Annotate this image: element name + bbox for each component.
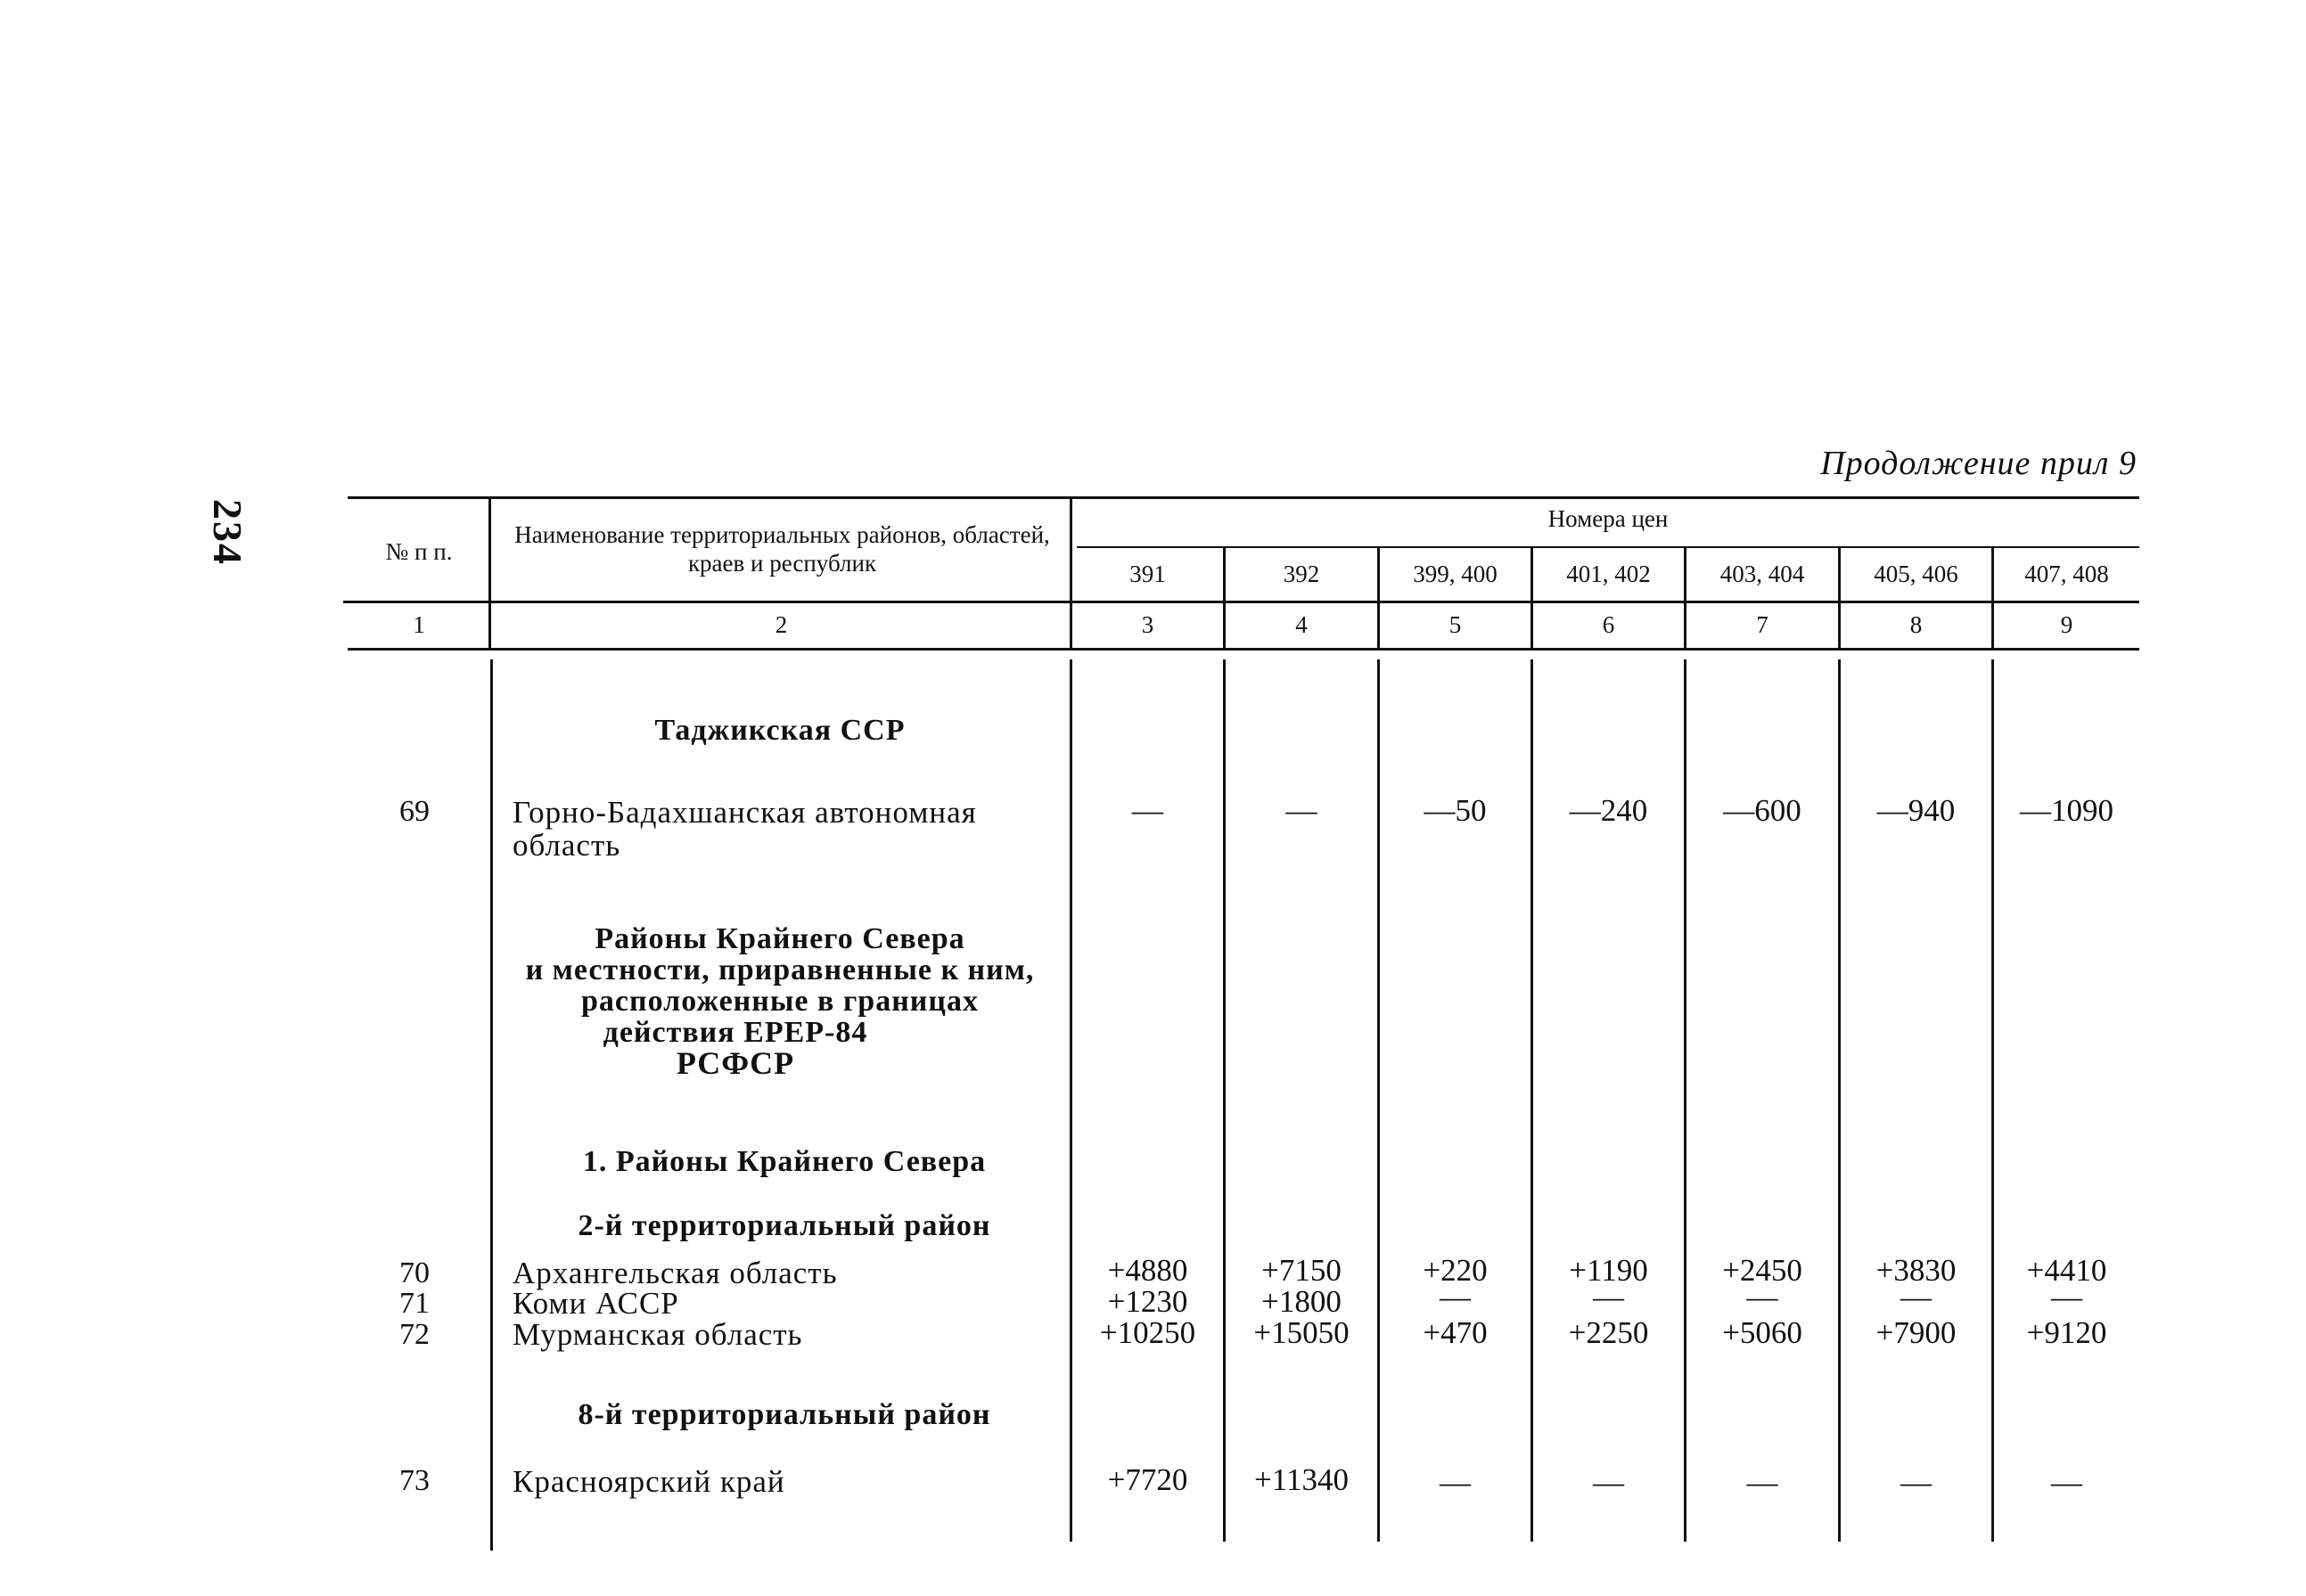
price-col-401-402: 401, 402 bbox=[1566, 561, 1651, 587]
body-divider-7 bbox=[1838, 659, 1841, 1542]
row-70-value-col4: +7150 bbox=[1261, 1253, 1342, 1288]
row-70-value-col8: +3830 bbox=[1875, 1253, 1957, 1288]
row-71-value-col9: — bbox=[2051, 1280, 2082, 1314]
row-72-value-col7: +5060 bbox=[1722, 1315, 1802, 1350]
column-number-2: 2 bbox=[775, 611, 788, 638]
row-70-value-col7: +2450 bbox=[1722, 1253, 1802, 1288]
row-73-value-col8: — bbox=[1900, 1465, 1932, 1500]
row-72-value-col6: +2250 bbox=[1568, 1315, 1649, 1350]
row-69-value-col4: — bbox=[1285, 793, 1317, 828]
row-73-value-col6: — bbox=[1593, 1465, 1624, 1500]
column-number-8: 8 bbox=[1909, 611, 1923, 638]
row-71-value-col7: — bbox=[1746, 1280, 1778, 1314]
row-69-value-col9: —1090 bbox=[2020, 793, 2113, 828]
row-72-value-col4: +15050 bbox=[1253, 1315, 1350, 1350]
row-69-value-col7: —600 bbox=[1723, 793, 1801, 828]
row-72-name: Мурманская область bbox=[513, 1317, 803, 1352]
row-70-number: 70 bbox=[399, 1256, 430, 1289]
price-col-405-406: 405, 406 bbox=[1874, 561, 1958, 587]
section-far-north-line-5: РСФСР bbox=[676, 1045, 795, 1081]
col-divider-1 bbox=[488, 499, 491, 649]
column-number-3: 3 bbox=[1141, 611, 1154, 638]
row-73-value-col7: — bbox=[1746, 1465, 1778, 1500]
price-col-403-404: 403, 404 bbox=[1719, 561, 1805, 587]
column-number-1: 1 bbox=[413, 611, 425, 638]
row-72-value-col9: +9120 bbox=[2026, 1315, 2107, 1350]
price-col-407-408: 407, 408 bbox=[2024, 561, 2109, 587]
row-70-value-col3: +4880 bbox=[1107, 1253, 1188, 1288]
row-69-value-col8: —940 bbox=[1876, 793, 1956, 828]
price-col-392: 392 bbox=[1283, 561, 1320, 587]
section-far-north-line-4: действия ЕРЕР-84 bbox=[603, 1016, 868, 1049]
row-71-number: 71 bbox=[399, 1287, 430, 1320]
row-69-name-line-2: область bbox=[513, 828, 621, 863]
row-69-number: 69 bbox=[399, 795, 430, 828]
column-number-7: 7 bbox=[1756, 611, 1768, 638]
price-col-399-400: 399, 400 bbox=[1413, 561, 1498, 587]
body-divider-8 bbox=[1991, 659, 1994, 1542]
row-71-value-col5: — bbox=[1440, 1280, 1471, 1314]
header-bottom-rule bbox=[343, 601, 2139, 603]
row-73-value-col3: +7720 bbox=[1107, 1462, 1188, 1497]
row-73-value-col9: — bbox=[2051, 1465, 2082, 1500]
row-70-name: Архангельская область bbox=[513, 1256, 838, 1290]
column-number-9: 9 bbox=[2060, 611, 2073, 638]
row-73-number: 73 bbox=[399, 1464, 430, 1497]
row-73-value-col5: — bbox=[1440, 1465, 1471, 1500]
row-71-name: Коми АССР bbox=[513, 1286, 679, 1321]
page-number: 234 bbox=[205, 499, 250, 566]
column-number-5: 5 bbox=[1448, 611, 1462, 638]
row-72-value-col5: +470 bbox=[1423, 1315, 1488, 1350]
row-71-value-col6: — bbox=[1593, 1280, 1624, 1314]
continuation-label: Продолжение прил 9 bbox=[1820, 445, 2137, 482]
row-72-value-col8: +7900 bbox=[1875, 1315, 1957, 1350]
row-70-value-col6: +1190 bbox=[1569, 1253, 1648, 1288]
row-72-number: 72 bbox=[399, 1318, 430, 1351]
row-71-value-col4: +1800 bbox=[1261, 1284, 1342, 1319]
body-divider-4 bbox=[1377, 659, 1380, 1542]
row-69-value-col5: —50 bbox=[1424, 793, 1487, 828]
section-far-north-subheading: 1. Районы Крайнего Севера bbox=[582, 1145, 987, 1178]
row-70-value-col5: +220 bbox=[1423, 1253, 1488, 1288]
row-71-value-col8: — bbox=[1900, 1280, 1932, 1314]
section-tajik-ssr: Таджикская ССР bbox=[654, 714, 906, 747]
row-69-name-line-1: Горно-Бадахшанская автономная bbox=[513, 795, 977, 830]
body-divider-2 bbox=[1070, 659, 1072, 1542]
price-col-391: 391 bbox=[1129, 561, 1166, 587]
body-divider-6 bbox=[1684, 659, 1686, 1542]
header-col-name: Наименование территориальных районов, областей, краев и республик bbox=[514, 521, 1050, 577]
row-72-value-col3: +10250 bbox=[1099, 1315, 1196, 1350]
section-far-north-line-3: расположенные в границах bbox=[581, 985, 979, 1018]
row-70-value-col9: +4410 bbox=[2026, 1253, 2107, 1288]
section-far-north-line-1: Районы Крайнего Севера bbox=[595, 922, 965, 955]
colnum-bottom-rule bbox=[348, 648, 2139, 651]
row-69-value-col3: — bbox=[1132, 793, 1163, 828]
header-prices-group: Номера цен bbox=[1547, 505, 1669, 532]
row-69-value-col6: —240 bbox=[1569, 793, 1648, 828]
column-number-4: 4 bbox=[1295, 611, 1308, 638]
body-divider-1 bbox=[490, 659, 493, 1551]
column-number-6: 6 bbox=[1602, 611, 1615, 638]
row-71-value-col3: +1230 bbox=[1107, 1284, 1188, 1319]
body-divider-5 bbox=[1530, 659, 1533, 1542]
prices-group-rule bbox=[1077, 546, 2139, 548]
section-far-north-line-2: и местности, приравненные к ним, bbox=[525, 954, 1035, 986]
body-divider-3 bbox=[1223, 659, 1226, 1542]
row-73-name: Красноярский край bbox=[513, 1464, 785, 1499]
header-col-number: № п п. bbox=[385, 538, 453, 565]
section-district-2: 2-й территориальный район bbox=[578, 1209, 991, 1242]
table-top-rule bbox=[348, 496, 2139, 499]
section-district-8: 8-й территориальный район bbox=[578, 1398, 991, 1431]
row-73-value-col4: +11340 bbox=[1254, 1462, 1349, 1497]
